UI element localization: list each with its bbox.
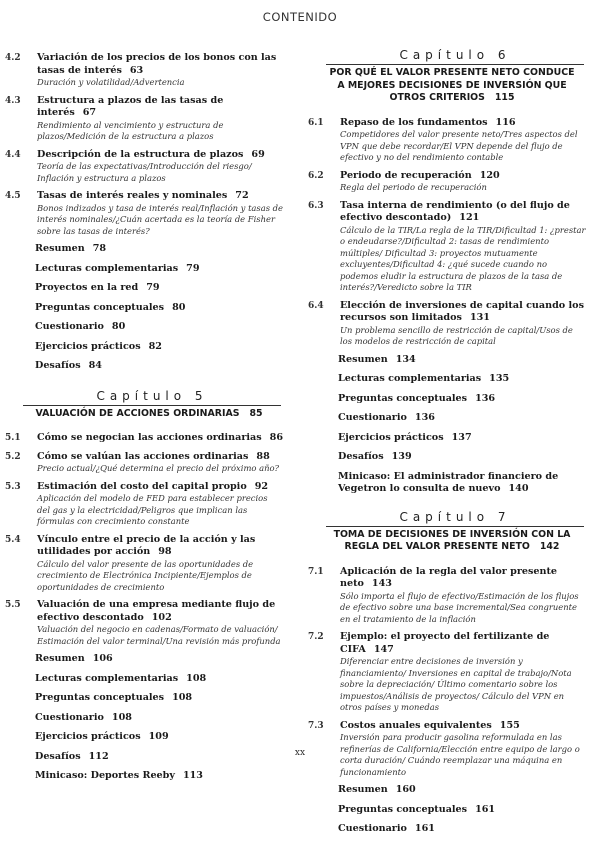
section-title — [340, 170, 586, 183]
extra-page: 135 — [489, 373, 510, 384]
chapter-5-heading — [3, 389, 283, 421]
section-title-text: Costos anuales equivalentes — [340, 719, 492, 731]
extra-title: Lecturas complementarias — [35, 262, 179, 274]
section-subtopics: Diferenciar entre decisiones de inversión y financiamiento/ Inversiones en capital de trabajo/Nota sobre la depreciación/ Último comentario sobre los impuestos/Análisis de proyectos/ Cálculo del VPN en otros países y monedas — [340, 656, 572, 712]
extra-page: 136 — [475, 392, 496, 404]
toc-extra-item[interactable] — [35, 243, 283, 256]
extra-title: Lecturas complementarias — [35, 672, 179, 684]
section-title — [37, 481, 283, 494]
extra-page: 160 — [395, 784, 416, 795]
section-body — [340, 170, 586, 194]
toc-section[interactable] — [3, 481, 283, 528]
section-page: 155 — [499, 719, 520, 731]
toc-extra-item[interactable] — [35, 673, 283, 686]
toc-extra-item[interactable] — [338, 804, 586, 817]
chapter-label: Capítulo 7 — [326, 510, 584, 527]
extra-title: Cuestionario — [338, 823, 407, 834]
chapter-5-sections — [3, 432, 283, 647]
toc-extra-item[interactable] — [338, 373, 586, 386]
toc-extra-item[interactable] — [338, 471, 586, 496]
toc-section[interactable] — [3, 451, 283, 475]
section-subtopics: Bonos indizados y tasa de interés real/Inflación y tasas de interés nominales/¿Cuán acertada es la teoría de Fisher sobre las tasas de interés? — [37, 202, 283, 236]
chapter-page: 142 — [539, 541, 560, 552]
chapter-5-extras — [3, 653, 283, 783]
section-title-text: Ejemplo: el proyecto del fertilizante de CIFA — [340, 631, 550, 655]
section-subtopics: Regla del periodo de recuperación — [340, 182, 487, 192]
chapter-4-sections — [3, 52, 283, 237]
toc-extra-item[interactable] — [35, 731, 283, 744]
toc-extra-item[interactable] — [35, 653, 283, 666]
extra-page: 113 — [182, 770, 203, 781]
section-body — [37, 52, 283, 89]
section-body — [340, 300, 586, 348]
extra-page: 137 — [451, 431, 472, 443]
chapter-title-text: TOMA DE DECISIONES DE INVERSIÓN CON LA REGLA DEL VALOR PRESENTE NETO — [333, 528, 571, 552]
section-number: 4.5 — [5, 191, 21, 201]
section-page: 98 — [158, 546, 172, 557]
section-subtopics: Cálculo del valor presente de las oportunidades de crecimiento de Electrónica Incipiente/Ejemplos de oportunidades de crecimiento — [37, 558, 254, 592]
section-number: 5.2 — [5, 451, 21, 462]
extra-page: 79 — [146, 282, 160, 293]
section-body — [340, 117, 586, 164]
extra-title: Desafíos — [338, 451, 384, 462]
section-title-text: Elección de inversiones de capital cuando los recursos son limitados — [340, 299, 584, 323]
toc-section[interactable] — [306, 300, 586, 348]
section-page: 88 — [256, 450, 270, 462]
toc-extra-item[interactable] — [338, 432, 586, 445]
chapter-7-sections — [306, 566, 586, 779]
chapter-label: Capítulo 5 — [23, 389, 281, 406]
section-subtopics: Un problema sencillo de restricción de capital/Usos de los modelos de restricción de capital — [340, 324, 573, 346]
extra-page: 108 — [111, 711, 132, 723]
toc-extra-item[interactable] — [35, 360, 283, 373]
toc-extra-item[interactable] — [338, 354, 586, 367]
extra-page: 106 — [92, 653, 113, 664]
chapter-title-text: VALUACIÓN DE ACCIONES ORDINARIAS — [35, 407, 240, 419]
section-subtopics: Aplicación del modelo de FED para establecer precios del gas y la electricidad/Peligros que implican las fórmulas con crecimiento constante — [37, 493, 268, 526]
extra-page: 79 — [186, 262, 200, 274]
page-number: xx — [294, 748, 306, 758]
extra-page: 84 — [88, 360, 102, 371]
section-title — [37, 451, 283, 464]
section-page: 86 — [269, 432, 284, 443]
section-title — [340, 117, 586, 130]
toc-section[interactable] — [306, 170, 586, 194]
toc-section[interactable] — [3, 190, 283, 237]
section-body — [37, 599, 283, 647]
extra-page: 108 — [172, 692, 193, 703]
toc-extra-item[interactable] — [35, 692, 283, 705]
section-page: 63 — [129, 64, 144, 76]
extra-title: Preguntas conceptuales — [35, 301, 165, 313]
page-header: CONTENIDO — [262, 10, 338, 24]
toc-section[interactable] — [3, 149, 283, 185]
chapter-7-extras — [306, 784, 586, 836]
section-page: 121 — [459, 212, 480, 223]
toc-extra-item[interactable] — [35, 341, 283, 354]
chapter-6-sections — [306, 117, 586, 348]
section-number: 7.2 — [308, 632, 324, 642]
section-body — [340, 200, 586, 294]
section-title — [340, 566, 586, 591]
toc-extra-item[interactable] — [35, 712, 283, 725]
section-title — [37, 534, 283, 559]
section-number: 7.3 — [308, 720, 324, 731]
section-title — [37, 52, 283, 77]
extra-title: Cuestionario — [338, 412, 407, 423]
extra-title: Desafíos — [35, 360, 81, 371]
section-page: 69 — [251, 148, 265, 160]
section-body — [37, 149, 283, 185]
section-title-text: Periodo de recuperación — [340, 169, 472, 181]
section-body — [37, 95, 283, 143]
extra-page: 108 — [186, 672, 207, 684]
section-title-text: Repaso de los fundamentos — [340, 116, 488, 128]
toc-extra-item[interactable] — [35, 770, 283, 783]
chapter-page: 115 — [494, 92, 515, 103]
section-subtopics: Sólo importa el flujo de efectivo/Estimación de los flujos de efectivo sobre una base incremental/Sea congruente en el tratamiento de la inflación — [340, 590, 579, 624]
section-number: 5.4 — [5, 534, 21, 545]
toc-extra-item[interactable] — [35, 321, 283, 334]
section-number: 5.5 — [5, 600, 21, 610]
section-title-text: Cómo se valúan las acciones ordinarias — [37, 450, 249, 462]
section-subtopics: Duración y volatilidad/Advertencia — [37, 77, 185, 87]
section-number: 5.3 — [5, 481, 21, 492]
toc-section[interactable] — [306, 566, 586, 626]
extra-title: Resumen — [35, 653, 85, 664]
extra-page: 80 — [172, 301, 186, 313]
section-page: 67 — [82, 107, 97, 118]
section-title — [340, 720, 586, 733]
extra-title: Preguntas conceptuales — [338, 803, 468, 815]
section-title-text: Estimación del costo del capital propio — [37, 480, 247, 492]
section-body — [340, 631, 586, 714]
extra-page: 161 — [414, 823, 435, 834]
section-page: 72 — [235, 190, 249, 201]
section-subtopics: Rendimiento al vencimiento y estructura de plazos/Medición de la estructura a plazos — [37, 119, 224, 141]
section-page: 102 — [151, 611, 172, 623]
section-page: 116 — [495, 116, 516, 128]
toc-extra-item[interactable] — [35, 282, 283, 295]
extra-page: 139 — [391, 451, 412, 462]
extra-title: Desafíos — [35, 750, 81, 762]
extra-page: 80 — [111, 321, 126, 332]
section-number: 6.4 — [308, 300, 324, 311]
section-title-text: Tasa interna de rendimiento (o del flujo de efectivo descontado) — [340, 199, 570, 223]
section-number: 4.2 — [5, 53, 21, 63]
extra-page: 136 — [414, 412, 435, 423]
right-column — [306, 48, 586, 843]
section-body — [37, 432, 283, 445]
chapter-title[interactable] — [306, 529, 586, 554]
extra-page: 161 — [475, 803, 496, 815]
section-title-text: Vínculo entre el precio de la acción y las utilidades por acción — [37, 533, 256, 557]
extra-title: Minicaso: El administrador financiero de Vegetron lo consulta de nuevo — [338, 470, 559, 494]
chapter-title[interactable] — [306, 67, 586, 105]
toc-section[interactable] — [306, 117, 586, 164]
section-body — [37, 534, 283, 594]
toc-extra-item[interactable] — [338, 393, 586, 406]
section-number: 6.3 — [308, 200, 324, 211]
section-number: 4.3 — [5, 95, 21, 106]
section-number: 7.1 — [308, 566, 324, 577]
section-title — [37, 149, 283, 162]
section-title-text: Aplicación de la regla del valor presente neto — [340, 565, 558, 589]
section-number: 6.1 — [308, 117, 324, 128]
extra-title: Preguntas conceptuales — [35, 692, 165, 703]
extra-title: Lecturas complementarias — [338, 373, 482, 384]
section-number: 6.2 — [308, 170, 324, 181]
toc-extra-item[interactable] — [338, 451, 586, 464]
extra-title: Resumen — [338, 784, 388, 795]
section-subtopics: Cálculo de la TIR/La regla de la TIR/Dificultad 1: ¿prestar o endeudarse?/Dificultad 2: tasas de rendimiento múltiples/ Dificultad 3: proyectos mutuamente excluyentes/Dificultad 4: ¿qué sucede cuando no podemos eludir la estructura de plazos de la tasa de interés?/Veredicto sobre la TIR — [340, 224, 586, 292]
toc-section[interactable] — [3, 432, 283, 445]
chapter-6-heading — [306, 48, 586, 105]
extra-page: 134 — [395, 353, 416, 365]
section-title — [37, 432, 283, 445]
chapter-title[interactable] — [3, 408, 283, 421]
extra-page: 78 — [92, 243, 107, 254]
toc-section[interactable] — [3, 95, 283, 143]
section-page: 131 — [469, 312, 490, 323]
toc-extra-item[interactable] — [338, 784, 586, 797]
left-column — [3, 52, 283, 790]
section-body — [37, 190, 283, 237]
extra-title: Ejercicios prácticos — [35, 340, 141, 352]
extra-title: Preguntas conceptuales — [338, 392, 468, 404]
section-subtopics: Inversión para producir gasolina reformulada en las refinerías de California/Elección entre equipo de largo o corta duración/ Cuándo reemplazar una máquina en funcionamiento — [340, 732, 580, 777]
toc-section[interactable] — [3, 534, 283, 594]
section-title — [37, 95, 283, 120]
chapter-title-text: POR QUÉ EL VALOR PRESENTE NETO CONDUCE A MEJORES DECISIONES DE INVERSIÓN QUE OTROS CRITERIOS — [329, 67, 575, 103]
section-page: 147 — [373, 643, 394, 655]
toc-section[interactable] — [306, 200, 586, 294]
section-title-text: Valuación de una empresa mediante flujo de efectivo descontado — [37, 599, 276, 623]
chapter-label: Capítulo 6 — [326, 48, 584, 65]
section-title-text: Estructura a plazos de las tasas de interés — [37, 94, 224, 118]
toc-section[interactable] — [306, 631, 586, 714]
chapter-7-heading — [306, 510, 586, 554]
chapter-6-extras — [306, 354, 586, 496]
section-body — [37, 481, 283, 528]
extra-title: Cuestionario — [35, 711, 104, 723]
section-number: 4.4 — [5, 149, 21, 160]
section-title-text: Variación de los precios de los bonos con las tasas de interés — [37, 52, 277, 76]
section-title-text: Descripción de la estructura de plazos — [37, 148, 244, 160]
toc-section[interactable] — [3, 52, 283, 89]
section-subtopics: Teoría de las expectativas/Introducción del riesgo/ Inflación y estructura a plazos — [37, 161, 252, 183]
extra-title: Proyectos en la red — [35, 282, 139, 293]
extra-title: Ejercicios prácticos — [338, 431, 444, 443]
section-title — [340, 200, 586, 225]
extra-title: Ejercicios prácticos — [35, 731, 141, 742]
section-title — [37, 190, 283, 203]
extra-title: Minicaso: Deportes Reeby — [35, 770, 175, 781]
extra-title: Cuestionario — [35, 321, 104, 332]
section-number: 5.1 — [5, 433, 21, 443]
toc-extra-item[interactable] — [35, 263, 283, 276]
chapter-page: 85 — [249, 407, 263, 419]
section-title — [340, 631, 586, 656]
section-title-text: Cómo se negocian las acciones ordinarias — [37, 432, 262, 443]
chapter-4-extras — [3, 243, 283, 373]
section-subtopics: Competidores del valor presente neto/Tres aspectos del VPN que debe recordar/El VPN depende del flujo de efectivo y no del rendimiento contable — [340, 129, 578, 162]
toc-extra-item[interactable] — [338, 823, 586, 836]
toc-section[interactable] — [3, 599, 283, 647]
extra-page: 82 — [148, 340, 162, 352]
section-subtopics: Precio actual/¿Qué determina el precio del próximo año? — [37, 463, 280, 473]
section-body — [37, 451, 283, 475]
section-title-text: Tasas de interés reales y nominales — [37, 190, 228, 201]
section-body — [340, 566, 586, 626]
section-title — [340, 300, 586, 325]
extra-page: 109 — [148, 731, 169, 742]
section-title — [37, 599, 283, 624]
section-page: 143 — [371, 578, 392, 589]
toc-extra-item[interactable] — [338, 412, 586, 425]
section-page: 92 — [254, 480, 269, 492]
extra-page: 140 — [508, 483, 529, 494]
section-subtopics: Valuación del negocio en cadenas/Formato de valuación/ Estimación del valor terminal/Una revisión más profunda — [37, 624, 281, 646]
extra-title: Resumen — [338, 353, 388, 365]
section-page: 120 — [479, 169, 500, 181]
extra-title: Resumen — [35, 243, 85, 254]
extra-page: 112 — [88, 750, 109, 762]
toc-extra-item[interactable] — [35, 302, 283, 315]
